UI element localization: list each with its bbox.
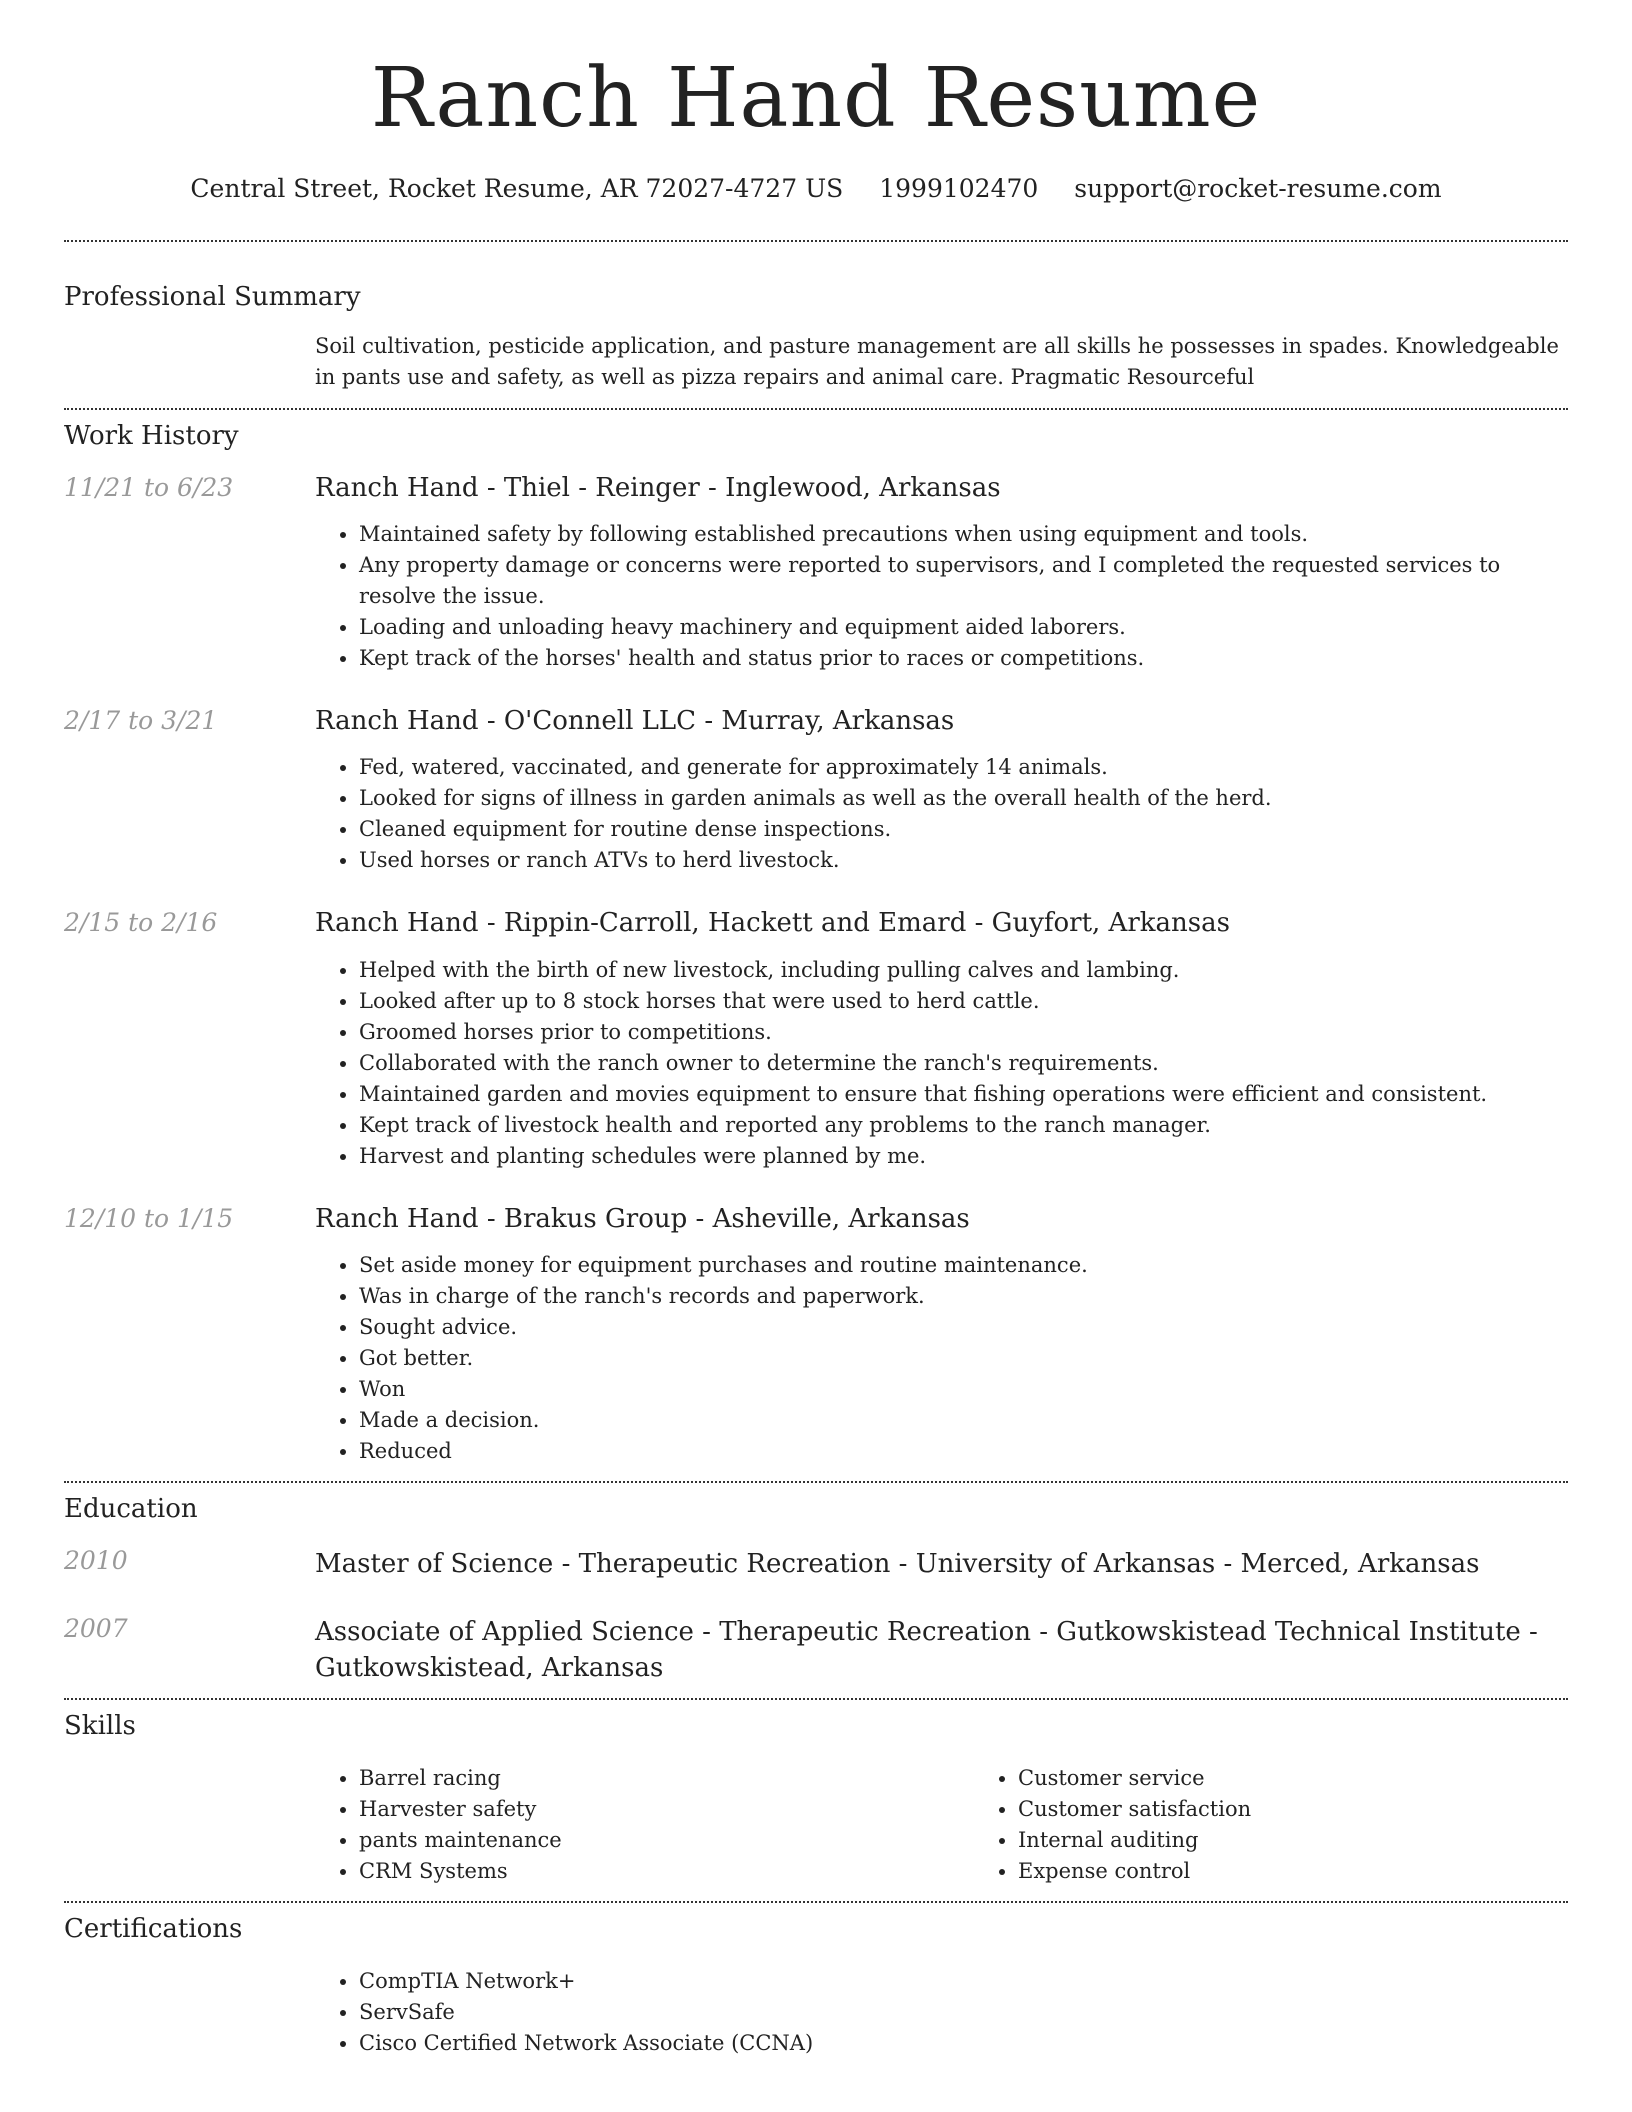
skills-gutter (64, 1763, 315, 1887)
certifications-list (315, 1966, 1568, 2059)
contact-address: Central Street, Rocket Resume, AR 72027-4727 US (190, 174, 844, 203)
list-item: • Made a decision. (359, 1405, 1568, 1436)
education-heading: Education (64, 1493, 198, 1524)
job-dates: 2/17 to 3/21 (64, 706, 218, 736)
education-school: - University of Arkansas - Merced, Arkansas (890, 1548, 1480, 1579)
list-item: • Sought advice. (359, 1312, 1568, 1343)
list-item: • Used horses or ranch ATVs to herd livestock. (359, 845, 1568, 876)
resume-page (64, 0, 1568, 2059)
list-item: • Any property damage or concerns were reported to supervisors, and I completed the requested services to resolve the issue. (359, 550, 1568, 612)
list-item: • Got better. (359, 1343, 1568, 1374)
list-item: • Set aside money for equipment purchases and routine maintenance. (359, 1250, 1568, 1281)
certifications-heading: Certifications (64, 1913, 243, 1944)
divider (64, 1698, 1568, 1700)
list-item: • Cleaned equipment for routine dense inspections. (359, 814, 1568, 845)
education-degree: Master of Science - Therapeutic Recreation (315, 1548, 891, 1579)
job-bullets (315, 1250, 1568, 1467)
divider (64, 1901, 1568, 1903)
list-item: • Groomed horses prior to competitions. (359, 1017, 1568, 1048)
list-item: • Kept track of livestock health and reported any problems to the ranch manager. (359, 1110, 1568, 1141)
work-heading: Work History (64, 421, 239, 451)
job-bullets (315, 519, 1568, 674)
education-degree: Associate of Applied Science - Therapeutic Recreation (315, 1616, 1031, 1647)
skill-item: • Expense control (1018, 1856, 1632, 1887)
certifications-section (64, 1914, 1568, 2059)
list-item: • Harvest and planting schedules were planned by me. (359, 1141, 1568, 1172)
skill-item: • CRM Systems (359, 1856, 974, 1887)
job-bullets (315, 752, 1568, 876)
education-entry (64, 1614, 1568, 1686)
list-item: • Won (359, 1374, 1568, 1405)
education-school: - Gutkowskistead Technical Institute - Gutkowskistead, Arkansas (315, 1616, 1538, 1683)
list-item: • Loading and unloading heavy machinery and equipment aided laborers. (359, 612, 1568, 643)
contact-line (64, 174, 1568, 203)
resume-title: Ranch Hand Resume (370, 51, 1262, 146)
skills-list-left (315, 1763, 974, 1887)
education-entry (64, 1546, 1568, 1582)
summary-section (64, 282, 1568, 393)
skill-item: • Internal auditing (1018, 1825, 1632, 1856)
job-entry (64, 706, 1568, 876)
work-section (64, 421, 1568, 1467)
divider (64, 408, 1568, 410)
skill-item: • Customer service (1018, 1763, 1632, 1794)
certification-item: • CompTIA Network+ (359, 1966, 1568, 1997)
job-title: Ranch Hand - Rippin-Carroll, Hackett and Emard - Guyfort, Arkansas (315, 908, 1230, 939)
job-dates: 12/10 to 1/15 (64, 1203, 234, 1233)
education-section (64, 1494, 1568, 1686)
skills-section (64, 1711, 1568, 1887)
job-entry (64, 473, 1568, 674)
list-item: • Collaborated with the ranch owner to determine the ranch's requirements. (359, 1048, 1568, 1079)
list-item: • Looked after up to 8 stock horses that were used to herd cattle. (359, 986, 1568, 1017)
certifications-gutter (64, 1966, 315, 2059)
list-item: • Maintained safety by following established precautions when using equipment and tools. (359, 519, 1568, 550)
job-entry (64, 908, 1568, 1171)
skill-item: • Barrel racing (359, 1763, 974, 1794)
summary-heading: Professional Summary (64, 282, 361, 312)
list-item: • Looked for signs of illness in garden animals as well as the overall health of the herd. (359, 783, 1568, 814)
education-year: 2007 (64, 1613, 128, 1643)
summary-gutter (64, 331, 315, 393)
job-dates: 11/21 to 6/23 (64, 473, 234, 502)
education-year: 2010 (64, 1545, 128, 1575)
list-item: • Was in charge of the ranch's records and paperwork. (359, 1281, 1568, 1312)
skills-list-right (974, 1763, 1632, 1887)
job-bullets (315, 955, 1568, 1172)
skills-heading: Skills (64, 1710, 136, 1741)
divider (64, 240, 1568, 242)
list-item: • Fed, watered, vaccinated, and generate for approximately 14 animals. (359, 752, 1568, 783)
job-entry (64, 1204, 1568, 1467)
list-item: • Kept track of the horses' health and status prior to races or competitions. (359, 643, 1568, 674)
job-title: Ranch Hand - Thiel - Reinger - Inglewood, Arkansas (315, 473, 1001, 503)
certification-item: • ServSafe (359, 1997, 1568, 2028)
summary-text: Soil cultivation, pesticide application, and pasture management are all skills he possesses in spades. Knowledgeable in pants use and safety, as well as pizza repairs and animal care. Pragmatic Resourceful (315, 334, 1559, 389)
certification-item: • Cisco Certified Network Associate (CCNA) (359, 2028, 1568, 2059)
list-item: • Reduced (359, 1436, 1568, 1467)
skill-item: • Harvester safety (359, 1794, 974, 1825)
contact-email: support@rocket-resume.com (1074, 174, 1442, 203)
contact-phone: 1999102470 (879, 174, 1039, 203)
job-title: Ranch Hand - O'Connell LLC - Murray, Arkansas (315, 706, 955, 737)
job-dates: 2/15 to 2/16 (64, 908, 218, 938)
job-title: Ranch Hand - Brakus Group - Asheville, Arkansas (315, 1203, 970, 1234)
skill-item: • Customer satisfaction (1018, 1794, 1632, 1825)
list-item: • Maintained garden and movies equipment to ensure that fishing operations were efficient and consistent. (359, 1079, 1568, 1110)
divider (64, 1481, 1568, 1483)
skill-item: • pants maintenance (359, 1825, 974, 1856)
list-item: • Helped with the birth of new livestock, including pulling calves and lambing. (359, 955, 1568, 986)
